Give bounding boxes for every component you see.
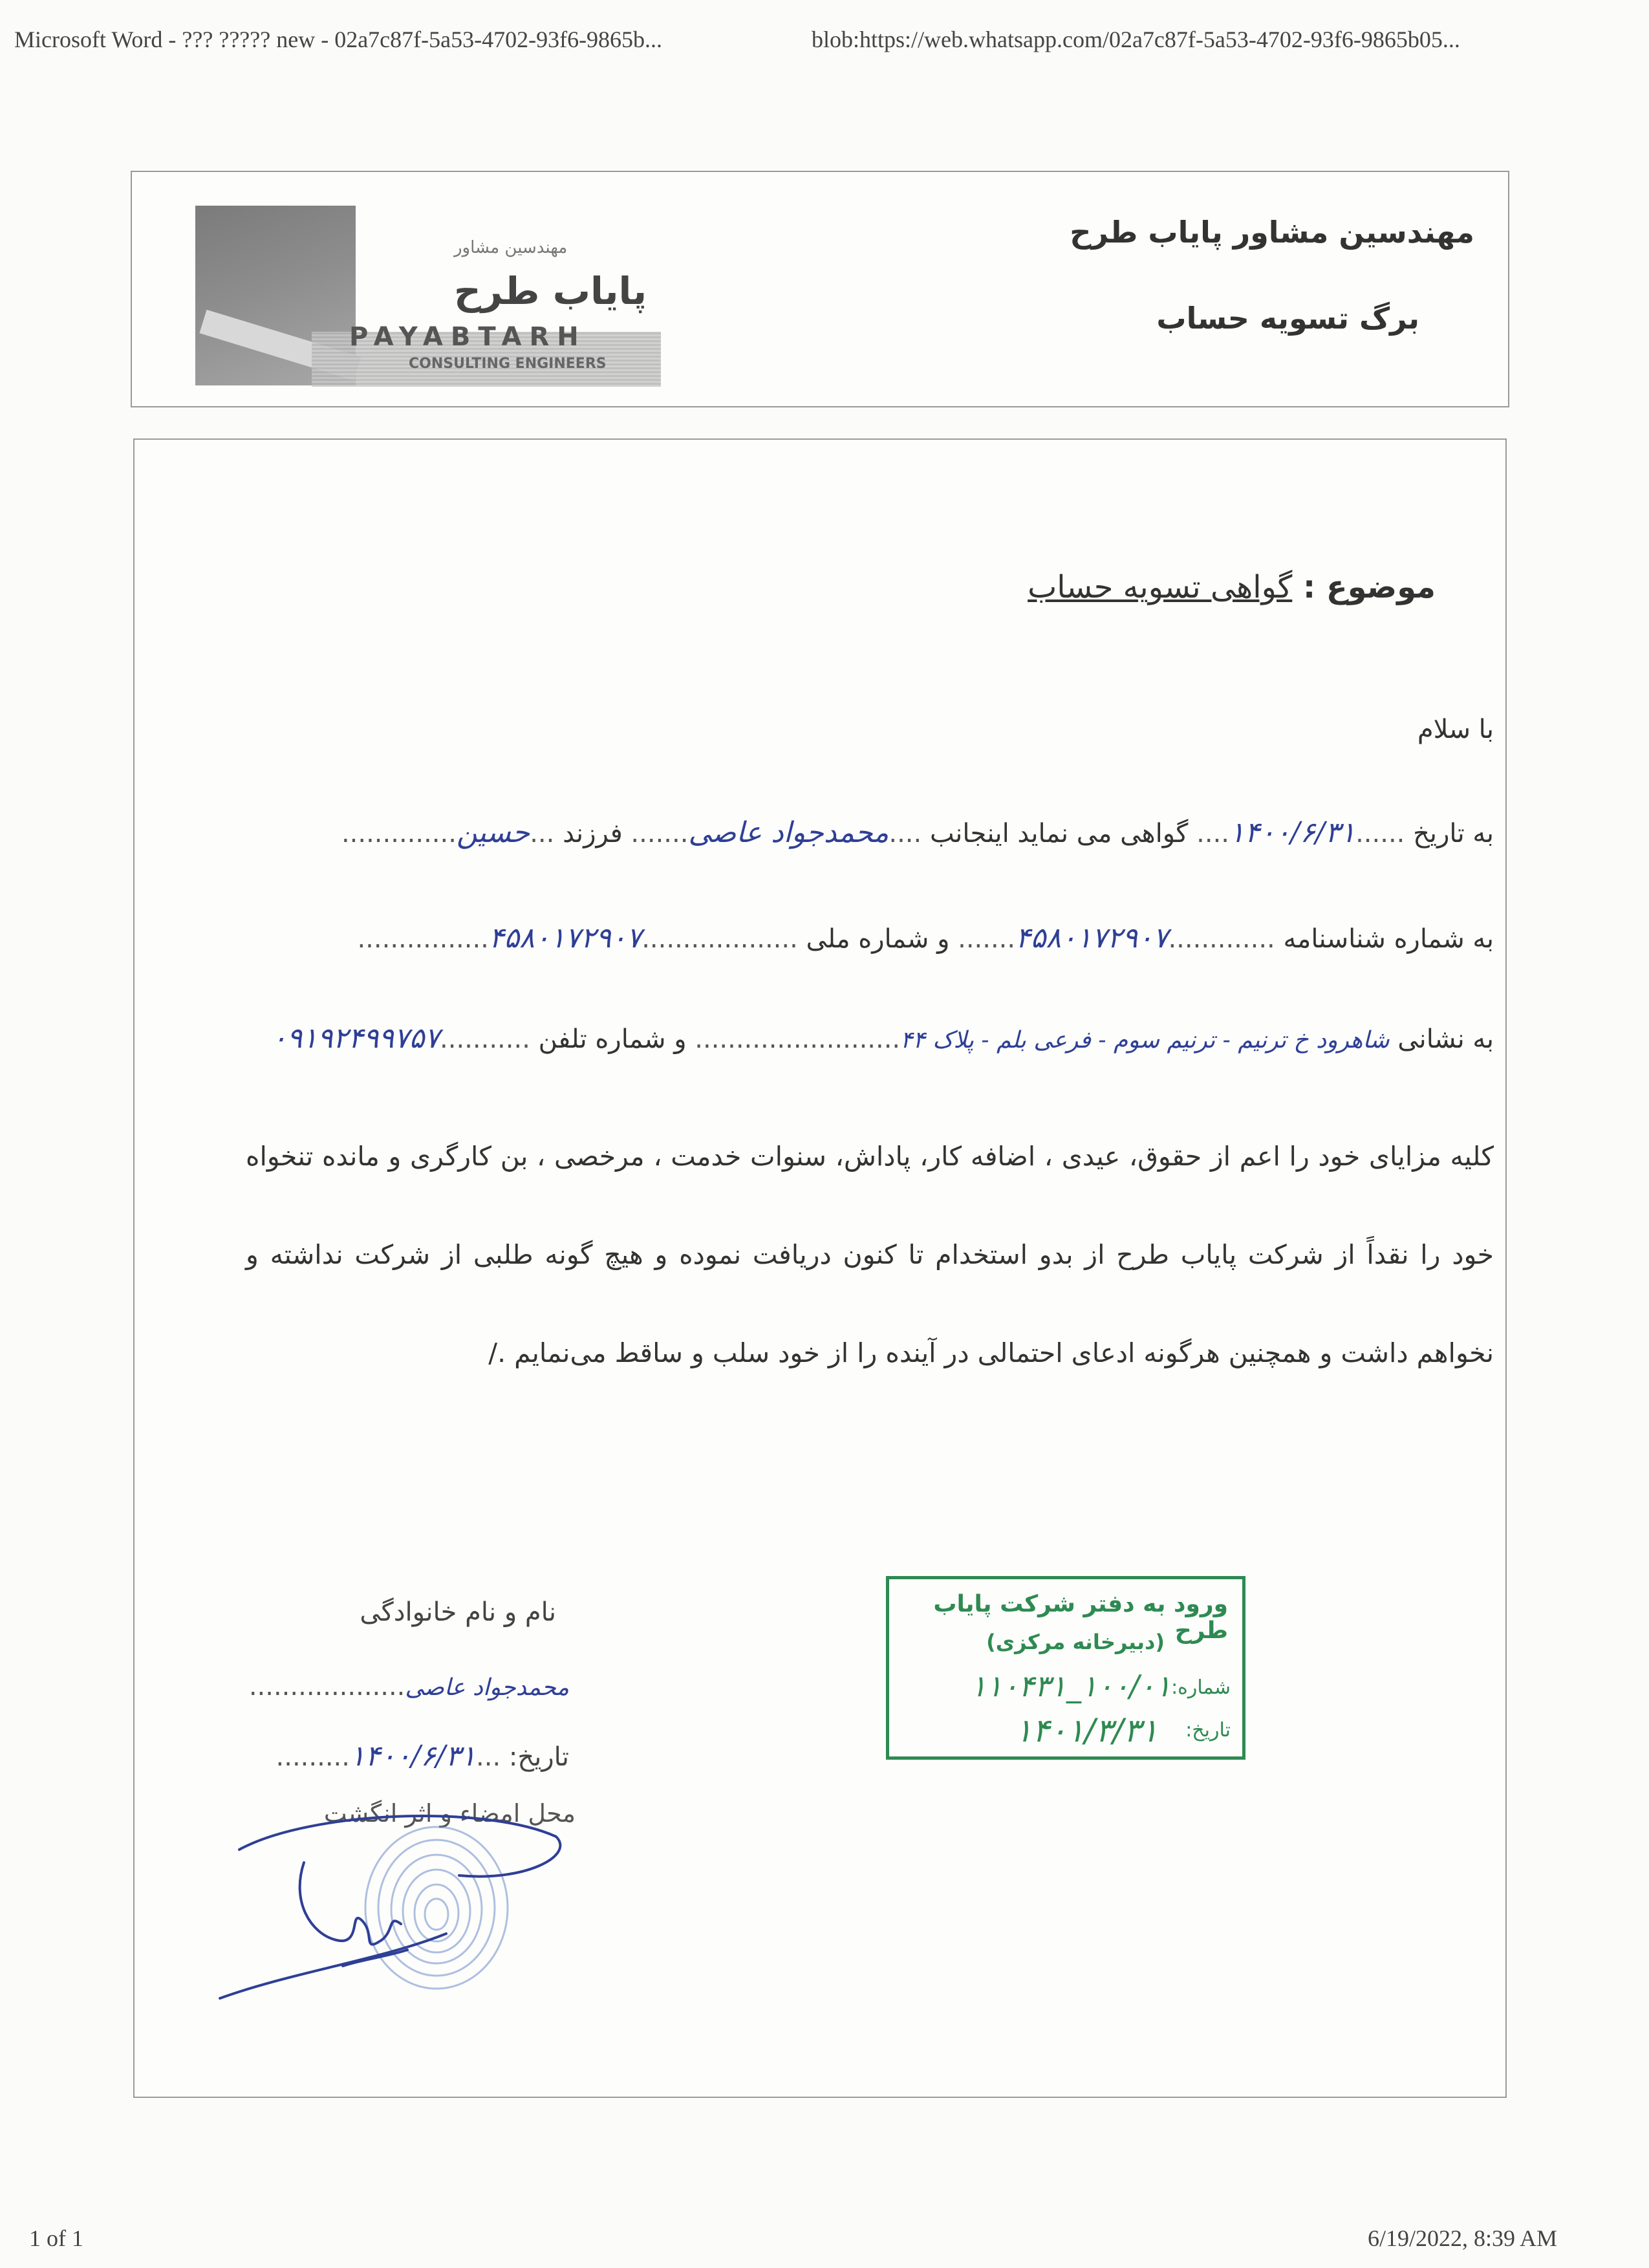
handwritten-signature [220, 1816, 560, 1998]
handwritten-address: شاهرود خ ترنیم - ترنیم سوم - فرعی بلم - پلاک ۴۴ [900, 1027, 1390, 1053]
address-label: به نشانی [1397, 1024, 1494, 1054]
id-number-label: به شماره شناسنامه [1283, 924, 1494, 954]
certifies-text: گواهی می نماید اینجانب [929, 819, 1189, 848]
settlement-paragraph: کلیه مزایای خود را اعم از حقوق، عیدی ، اضافه کار، پاداش، سنوات خدمت ، مرخصی ، بن کارگری و مانده تنخواه خود را نقداً از شرکت پایاب طرح از بدو استخدام تا کنون دریافت نموده و هیچ گونه طلبی از شرکت نداشته و نخواهم داشت و همچنین هرگونه ادعای احتمالی در آینده را از خود سلب و ساقط می‌نمایم ./ [246, 1141, 1494, 1368]
handwritten-father-name: حسین [456, 816, 530, 849]
logo-english-name: PAYABTARH [349, 322, 587, 352]
subject-value: گواهی تسویه حساب [1028, 569, 1293, 605]
handwritten-signatory-date: ۱۴۰۰/۶/۳۱ [349, 1740, 477, 1773]
stamp-title: ورود به دفتر شرکت پایاب طرح [933, 1591, 1228, 1644]
handwritten-date: ۱۴۰۰/۶/۳۱ [1229, 816, 1356, 849]
handwritten-signatory-name: محمدجواد عاصی [405, 1674, 569, 1701]
child-of-label: فرزند [563, 819, 623, 848]
certificate-line-3: به نشانی شاهرود خ ترنیم - ترنیم سوم - فرعی بلم - پلاک ۴۴......................... و شماره تلفن ...........۰۹۱۹۲۴۹۹۷۵۷ [272, 1022, 1494, 1055]
fingerprint [365, 1827, 508, 1989]
signatory-date-label: تاریخ: [508, 1742, 569, 1772]
signatory-name-label: نام و نام خانوادگی [360, 1597, 556, 1627]
stamp-date-label: تاریخ: [1185, 1719, 1231, 1742]
handwritten-id-number: ۴۵۸۰۱۷۲۹۰۷ [1015, 922, 1169, 955]
handwritten-national-id: ۴۵۸۰۱۷۲۹۰۷ [488, 922, 642, 955]
handwritten-phone: ۰۹۱۹۲۴۹۹۷۵۷ [272, 1022, 440, 1055]
greeting: با سلام [1417, 715, 1494, 744]
date-prefix: به تاریخ [1413, 819, 1494, 848]
company-name: مهندسین مشاور پایاب طرح [1070, 215, 1474, 250]
national-id-label: و شماره ملی [806, 924, 950, 954]
subject-label: موضوع : [1303, 569, 1436, 605]
certificate-line-1: به تاریخ ......۱۴۰۰/۶/۳۱.... گواهی می نماید اینجانب ....محمدجواد عاصی....... فرزند ...حسین.............. [341, 816, 1494, 849]
print-timestamp: 6/19/2022, 8:39 AM [1368, 2225, 1558, 2251]
stamp-number-value: ۱۰۰/۰۱_۱۱۰۴۳۱ [970, 1669, 1171, 1703]
office-entry-stamp [886, 1576, 1245, 1760]
page-indicator: 1 of 1 [29, 2225, 83, 2251]
print-header-title: Microsoft Word - ??? ????? new - 02a7c87f-5a53-4702-93f6-9865b... [14, 27, 663, 52]
signatory-date-line: تاریخ: ...۱۴۰۰/۶/۳۱......... [275, 1740, 569, 1773]
logo-english-subtitle: CONSULTING ENGINEERS [409, 356, 607, 372]
signature-place-label: محل امضاء و اثر انگشت [323, 1799, 576, 1828]
signatory-name-line: محمدجواد عاصی................... [248, 1672, 569, 1701]
phone-label: و شماره تلفن [538, 1024, 687, 1054]
stamp-date-value: ۱۴۰۱/۳/۳۱ [1015, 1712, 1158, 1749]
print-header-url: blob:https://web.whatsapp.com/02a7c87f-5a53-4702-93f6-9865b05... [812, 27, 1460, 52]
form-title: برگ تسویه حساب [1156, 301, 1419, 336]
logo-persian-name: پایاب طرح [454, 269, 647, 313]
subject-line [1028, 569, 1436, 605]
stamp-number-label: شماره: [1171, 1676, 1231, 1699]
handwritten-full-name: محمدجواد عاصی [688, 816, 889, 849]
logo-small-text: مهندسین مشاور [454, 238, 568, 257]
company-logo [195, 206, 661, 388]
stamp-subtitle: (دبیرخانه مرکزی) [986, 1630, 1165, 1654]
signature-and-fingerprint [213, 1811, 576, 2005]
certificate-line-2: به شماره شناسنامه .............۴۵۸۰۱۷۲۹۰۷....... و شماره ملی ...................۴۵۸۰۱۷۲۹۰۷................ [357, 922, 1494, 955]
